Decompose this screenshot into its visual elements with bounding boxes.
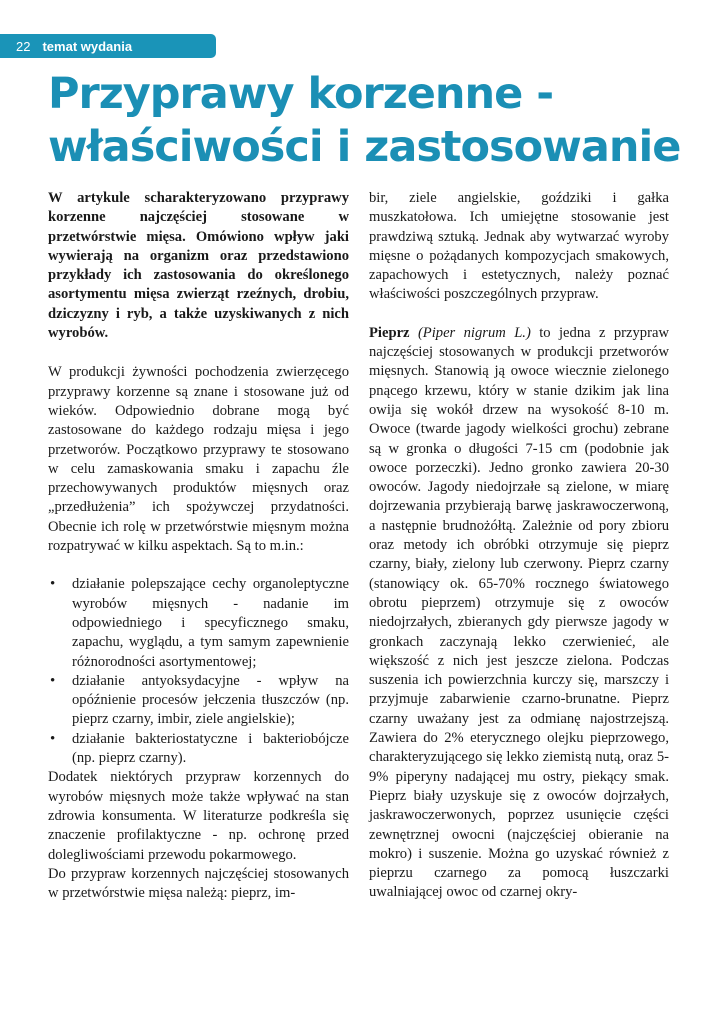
spices-intro-continued: bir, ziele angielskie, goździki i gałka muszkatołowa. Ich umiejętne stosowanie jest prawdziwą sztuką. Jednak aby wytwarzać wyroby mięsne o pożądanych kompozycjach smakowych, zapachowych i estetycznych, należy poznać właściwości poszczególnych przypraw. [369,190,669,303]
article-lead: W artykule scharakteryzowano przyprawy korzenne najczęściej stosowane w przetwórstwie mięsa. Omówiono wpływ jaki wywierają na organizm oraz przedstawiono przykłady ich zastosowania do określonego asortymentu mięsa zwierząt rzeźnych, drobiu, dziczyzny i ryb, a także uzyskiwanych z nich wyrobów. [48,190,349,342]
pepper-description: to jedna z przypraw najczęściej stosowanych w produkcji przetworów mięsnych. Stanowią ją owoce wiecznie zielonego pnącego krzewu, który w stanie dzikim jak lina owija się wokół drzew na wysokość 8-10 m. Owoce (twarde jagody wielkości grochu) zebrane są w gronka o długości 7-15 cm (podobnie jak owoce porzeczki). Jedno gronko zawiera 20-30 owoców. Jagody niedojrzałe są zielone, w miarę dojrzewania przybierają barwę jaskrawoczerwoną, a następnie brudnożółtą. Zależnie od pory zbioru oraz metody ich obróbki otrzymuje się pieprz czarny, biały, zielony lub czerwony. Pieprz czarny (stanowiący ok. 65-70% rocznego światowego obrotu pieprzem) otrzymuje się z owoców niedojrzałych, zbieranych gdy pierwsze jagody w gronkach zaczynają lekko czerwienieć, ale większość z nich jest jeszcze zielona. Podczas suszenia ich powierzchnia kurczy się, marszczy i przyjmuje zabarwienie czarno-brunatne. Pieprz czarny uważany jest za odmianę najostrzejszą. Zawiera do 2% eterycznego olejku pieprzowego, charakteryzującego się lekko ziemistą nutą, oraz 5-9% piperyny nadającej mu ostry, piekący smak. Pieprz biały uzyskuje się z owoców dojrzałych, jaskrawoczerwonych, poprzez usunięcie części zewnętrznej owocni (najczęściej obieranie na mokro) i suszenie. Można go uzyskać również z pieprzu czarnego za pomocą łuszczarki uwalniającej owoc od czarnej okry- [369,324,669,901]
section-header-tab [0,34,216,58]
section-name: temat wydania [42,38,133,54]
article-title-line-2: właściwości i zastosowanie [48,122,681,172]
pepper-latin-name: (Piper nigrum L.) [417,324,531,341]
list-item: • działanie antyoksydacyjne - wpływ na opóźnienie procesów jełczenia tłuszczów (np. pieprz czarny, imbir, ziele angielskie); [48,672,349,730]
spices-intro-text: Do przypraw korzennych najczęściej stosowanych w przetwórstwie mięsa należą: pieprz, im- [48,865,349,902]
aspects-list [48,575,349,768]
body-paragraph: Dodatek niektórych przypraw korzennych do wyrobów mięsnych może także wpływać na stan zdrowia konsumenta. W literaturze podkreśla się znaczenie profilaktyczne - np. ochronę przed dolegliwościami przewodu pokarmowego. [48,769,349,863]
pepper-paragraph [369,324,669,903]
left-column [48,189,349,903]
list-item: • działanie bakteriostatyczne i bakteriobójcze (np. pieprz czarny). [48,730,349,769]
list-item: • działanie polepszające cechy organoleptyczne wyrobów mięsnych - nadanie im odpowiedniego i specyficznego smaku, zapachu, wyglądu, a tym samym zapewnienie różnorodności asortymentowej; [48,575,349,671]
spices-intro-paragraph [48,865,349,904]
intro-paragraph: W produkcji żywności pochodzenia zwierzęcego przyprawy korzenne są znane i stosowane już od wieków. Odpowiednio dobrane mogą być zastosowane do każdego rodzaju mięsa i jego przetworów. Początkowo przyprawy te stosowano w celu zamaskowania smaku i zapachu źle przechowywanych produktów mięsnych oraz „przedłużenia” ich spożywczej przydatności. Obecnie ich rolę w przetwórstwie mięsnym można rozpatrywać w kilku aspektach. Są to m.in.: [48,364,349,555]
pepper-term: Pieprz [369,324,410,341]
article-title [48,68,708,174]
page-number: 22 [16,38,31,54]
right-column [369,189,669,903]
article-title-line-1: Przyprawy korzenne - [48,69,554,119]
